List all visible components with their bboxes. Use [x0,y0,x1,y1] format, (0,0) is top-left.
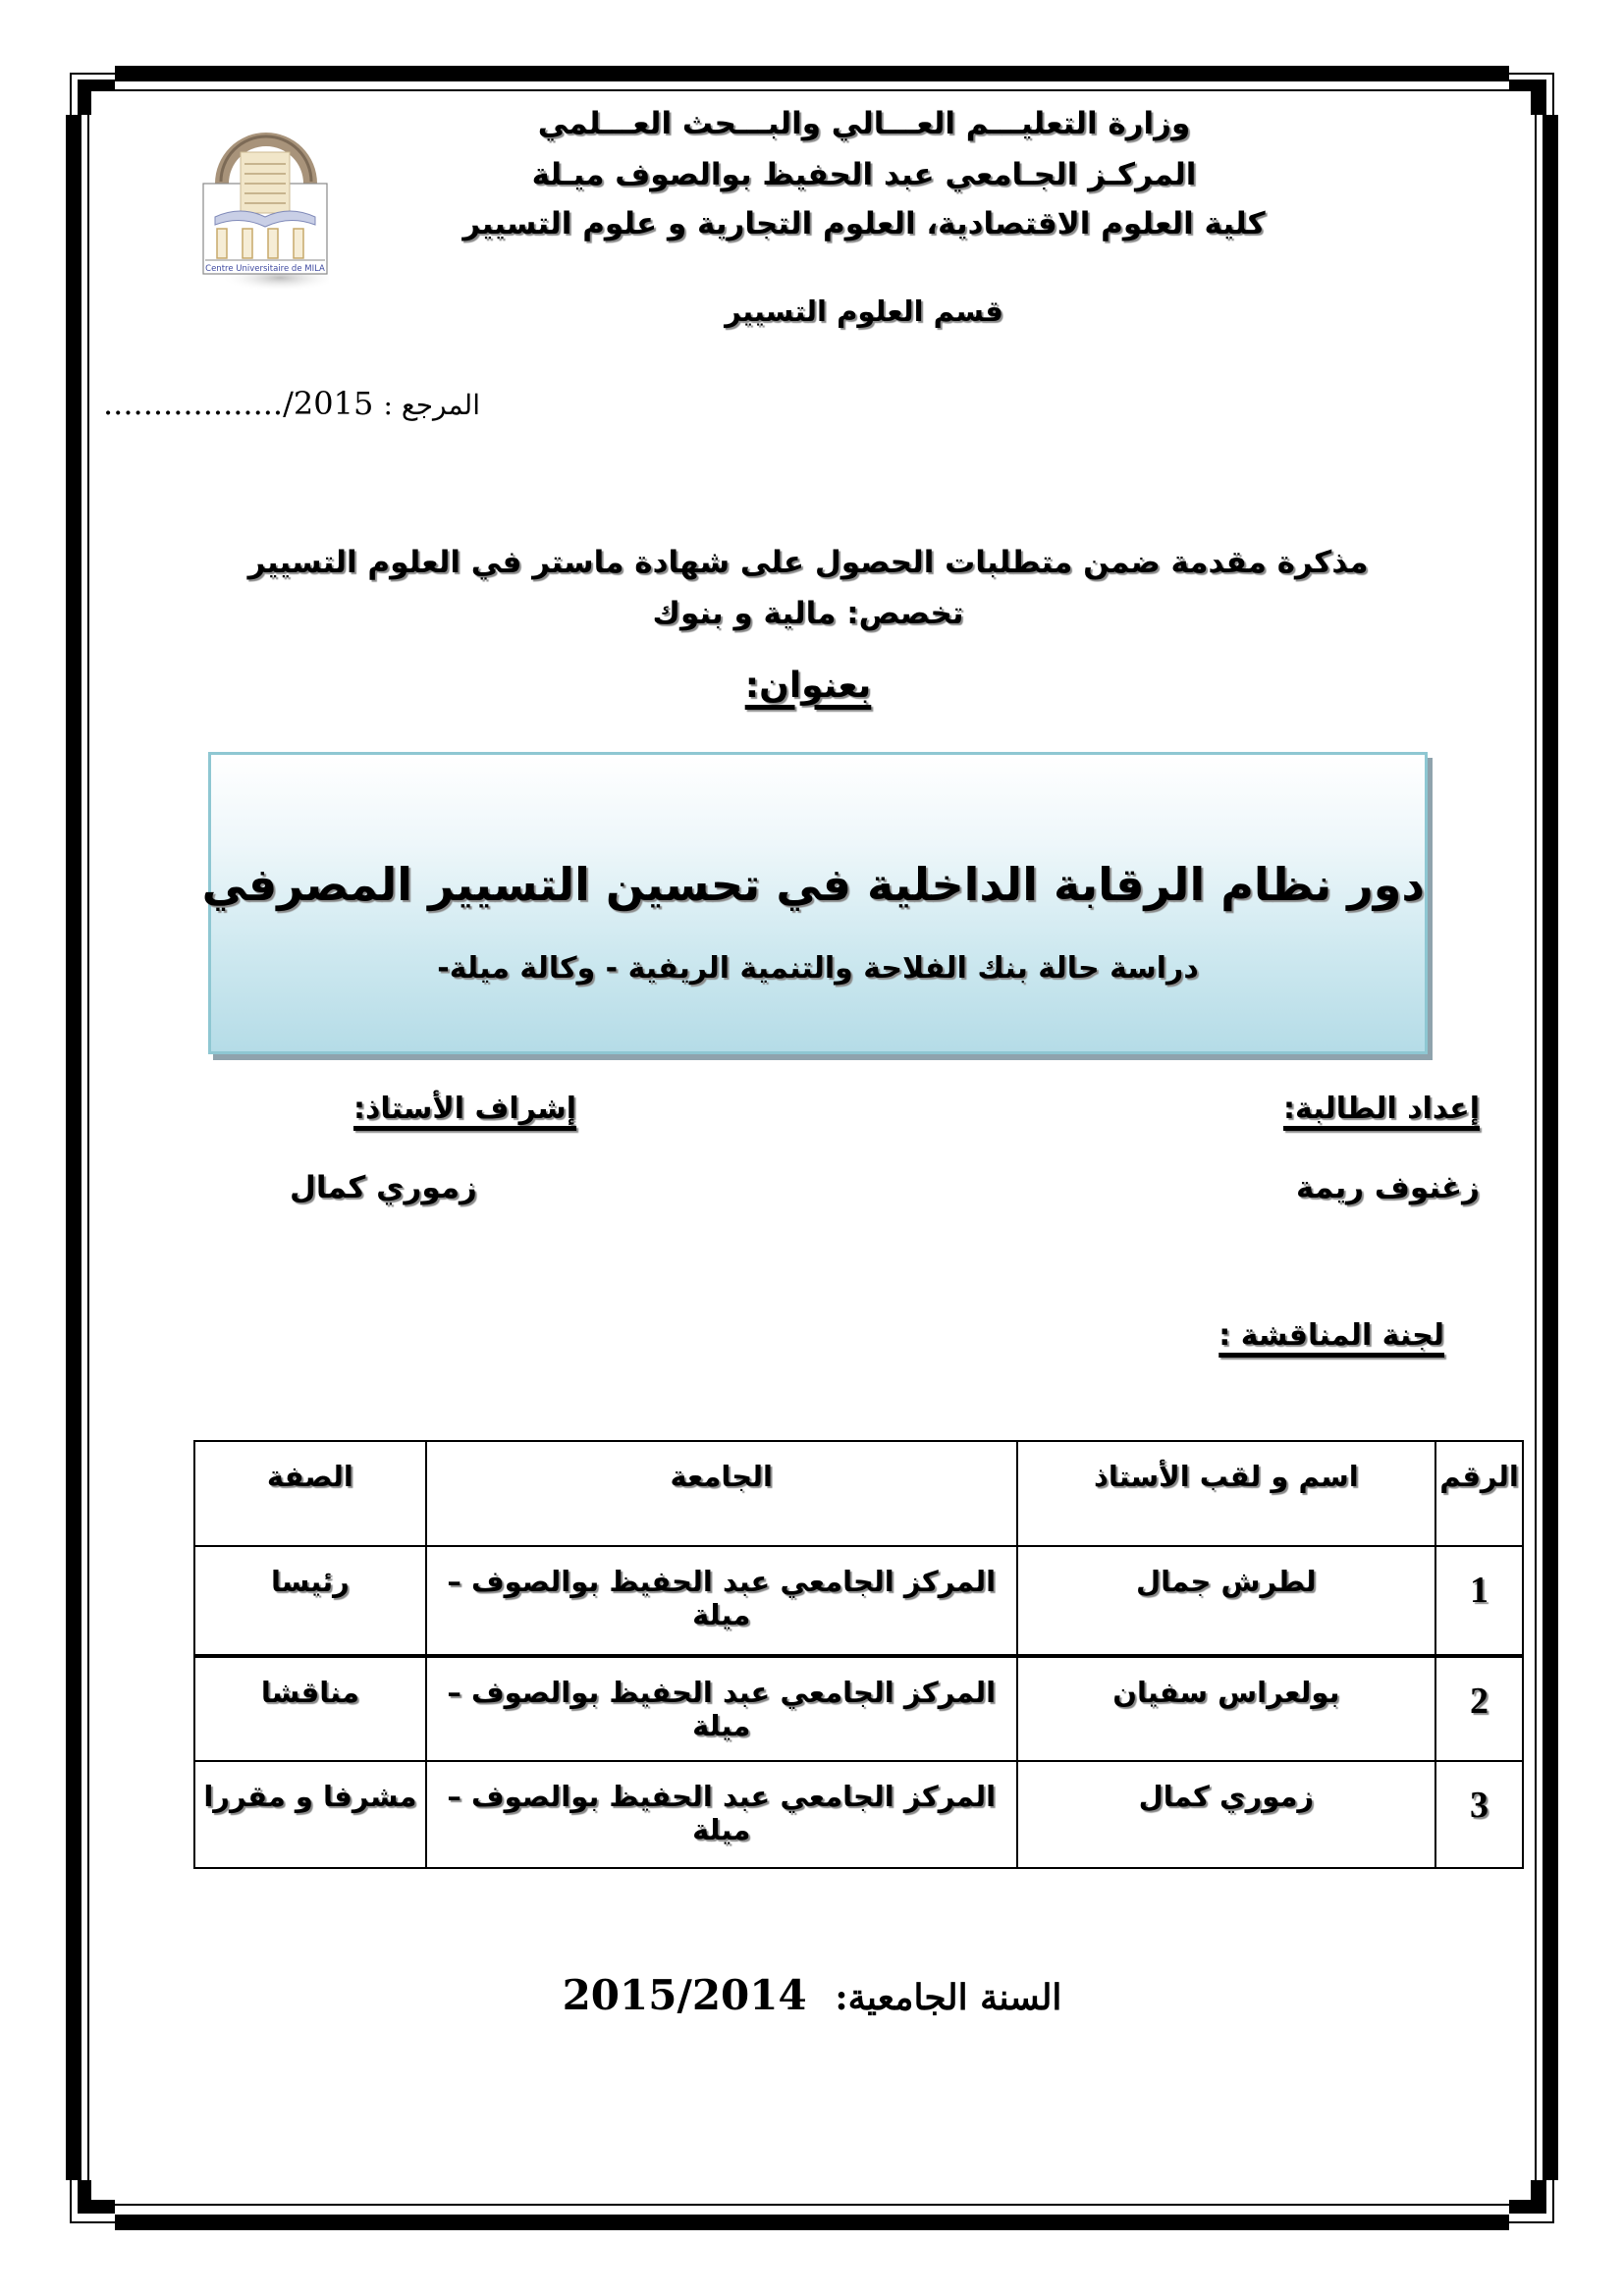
table-row [194,1546,1523,1656]
member-university: المركز الجامعي عبد الحفيظ بوالصوف – ميلة [426,1761,1017,1868]
member-role: رئيسا [194,1546,426,1656]
thesis-subtitle: دراسة حالة بنك الفلاحة والتنمية الريفية - وكالة ميلة- [437,951,1199,986]
logo-caption: Centre Universitaire de MILA [205,264,325,274]
committee-label: لجنة المناقشة : [1218,1318,1444,1353]
member-role: مشرفا و مقررا [194,1761,426,1868]
reference-label: المرجع : [383,389,480,421]
reference-value: ................../2015 [103,385,374,422]
corner-bl-outline [70,2180,115,2223]
university-logo [201,123,329,280]
frame-top-thin [115,89,1509,91]
member-name: بولعراس سفيان [1017,1656,1435,1761]
member-university: المركز الجامعي عبد الحفيظ بوالصوف – ميلة [426,1546,1017,1656]
table-row [194,1656,1523,1761]
header-name: اسم و لقب الأستاذ [1017,1441,1435,1546]
thesis-title-label: بعنوان: [744,666,872,706]
committee-table [193,1440,1524,1869]
member-number: 2 [1435,1656,1523,1761]
header-role: الصفة [194,1441,426,1546]
thesis-purpose: مذكرة مقدمة ضمن متطلبات الحصول على شهادة ماستر في العلوم التسيير [247,545,1369,580]
supervisor-name: زموري كمال [290,1170,477,1205]
ministry-name: وزارة التعليـــم العـــالي والبـــحث العـــلمي [537,106,1191,141]
member-number: 1 [1435,1546,1523,1656]
academic-year-line [0,1971,1624,2019]
member-university: المركز الجامعي عبد الحفيظ بوالصوف – ميلة [426,1656,1017,1761]
university-name: المركـز الجـامعي عبد الحفيظ بوالصوف ميـلة [531,157,1197,192]
frame-left-thin [87,115,89,2180]
thesis-title: دور نظام الرقابة الداخلية في تحسين التسيير المصرفي [201,858,1425,911]
frame-right-thin [1535,115,1537,2180]
frame-bottom-thick [115,2215,1509,2230]
student-name: زغنوف ريمة [1296,1170,1480,1205]
member-number: 3 [1435,1761,1523,1868]
frame-bottom-thin [115,2204,1509,2206]
frame-right-thick [1543,115,1558,2180]
member-name: لطرش جمال [1017,1546,1435,1656]
academic-year-value: 2015/2014 [562,1971,807,2019]
table-row [194,1761,1523,1868]
member-name: زموري كمال [1017,1761,1435,1868]
member-role: مناقشا [194,1656,426,1761]
header-number: الرقم [1435,1441,1523,1546]
student-label: إعداد الطالبة: [1283,1092,1480,1126]
committee-header-row [194,1441,1523,1546]
department-name: قسم العلوم التسيير [725,294,1003,328]
academic-year-label: السنة الجامعية: [835,1977,1062,2018]
frame-top-thick [115,66,1509,81]
faculty-name: كلية العلوم الاقتصادية، العلوم التجارية و علوم التسيير [462,206,1266,241]
supervisor-label: إشراف الأستاذ: [353,1092,577,1126]
header-university: الجامعة [426,1441,1017,1546]
reference-line [103,385,480,422]
thesis-specialty: تخصص: مالية و بنوك [652,596,964,631]
frame-left-thick [66,115,81,2180]
thesis-title-box [201,752,1428,1054]
corner-br-outline [1509,2180,1554,2223]
